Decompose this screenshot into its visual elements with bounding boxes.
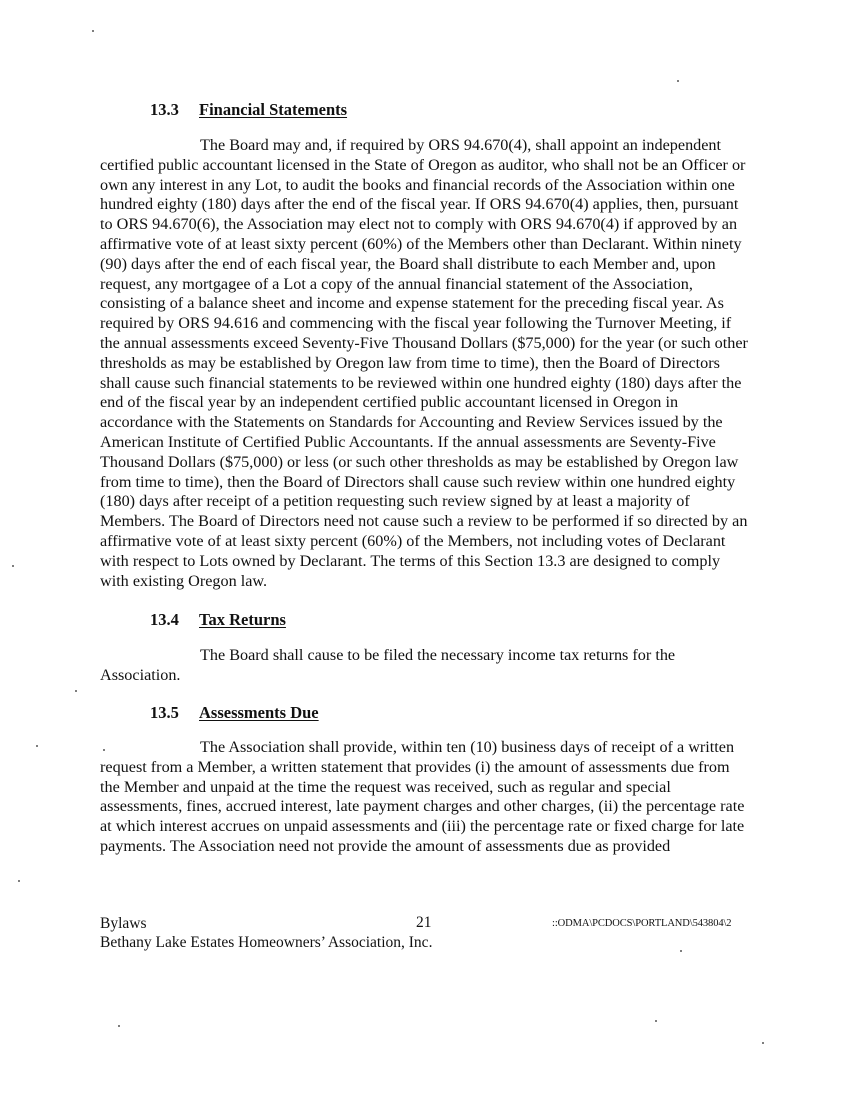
section-number: 13.3: [150, 100, 179, 119]
section-body-13-3: The Board may and, if required by ORS 94.670(4), shall appoint an independent certified public accountant licensed in the State of Oregon as auditor, who shall not be an Officer or own any interest in any Lot, to audit the books and financial records of the Association within one hundred eighty (180) days after the end of the fiscal year. If ORS 94.670(4) applies, then, pursuant to ORS 94.670(6), the Association may elect not to comply with ORS 94.670(4) if approved by an affirmative vote of at least sixty percent (60%) of the Members other than Declarant. Within ninety (90) days after the end of each fiscal year, the Board shall distribute to each Member and, upon request, any mortgagee of a Lot a copy of the annual financial statement of the Association, consisting of a balance sheet and income and expense statement for the preceding fiscal year. As required by ORS 94.616 and commencing with the fiscal year following the Turnover Meeting, if the annual assessments exceed Seventy-Five Thousand Dollars ($75,000) for the year (or such other thresholds as may be established by Oregon law from time to time), then the Board of Directors shall cause such financial statements to be reviewed within one hundred eighty (180) days after the end of the fiscal year by an independent certified public accountant licensed in Oregon in accordance with the Statements on Standards for Accounting and Review Services issued by the American Institute of Certified Public Accountants. If the annual assessments are Seventy-Five Thousand Dollars ($75,000) or less (or such other thresholds as may be established by Oregon law from time to time), then the Board of Directors shall cause such review within one hundred eighty (180) days after receipt of a petition requesting such review signed by at least a majority of Members. The Board of Directors need not cause such a review to be performed if so directed by an affirmative vote of at least sixty percent (60%) of the Members, not including votes of Declarant with respect to Lots owned by Declarant. The terms of this Section 13.3 are designed to comply with existing Oregon law.: [100, 136, 748, 590]
footer-doc-name: Bylaws: [100, 915, 147, 932]
section-number: 13.5: [150, 703, 179, 722]
footer-doc-id: ::ODMA\PCDOCS\PORTLAND\543804\2: [552, 918, 732, 929]
section-title: Tax Returns: [199, 610, 286, 629]
scan-speck: [118, 1025, 120, 1027]
scan-speck: [762, 1042, 764, 1044]
scan-speck: [12, 565, 14, 567]
section-heading-13-5: [150, 703, 319, 723]
footer-left: [100, 914, 432, 952]
scan-speck: [655, 1020, 657, 1022]
section-body-13-5: The Association shall provide, within ten (10) business days of receipt of a written request from a Member, a written statement that provides (i) the amount of assessments due from the Member and unpaid at the time the request was received, such as regular and special assessments, fines, accrued interest, late payment charges and other charges, (ii) the percentage rate at which interest accrues on unpaid assessments and (iii) the percentage rate or fixed charge for late payments. The Association need not provide the amount of assessments due as provided: [100, 738, 745, 855]
footer-association: Bethany Lake Estates Homeowners’ Association, Inc.: [100, 934, 433, 951]
section-body-13-4: The Board shall cause to be filed the necessary income tax returns for the Association.: [100, 646, 676, 684]
section-heading-13-4: [150, 610, 286, 630]
scan-speck: [677, 80, 679, 82]
scan-speck: [103, 749, 105, 751]
section-title: Assessments Due: [199, 703, 319, 722]
scan-speck: [18, 880, 20, 882]
scan-speck: [36, 745, 38, 747]
scan-speck: [92, 30, 94, 32]
scan-speck: [680, 950, 682, 952]
page-number: 21: [416, 914, 432, 931]
section-number: 13.4: [150, 610, 179, 629]
scan-speck: [75, 690, 77, 692]
section-title: Financial Statements: [199, 100, 348, 119]
section-heading-13-3: [150, 100, 347, 120]
